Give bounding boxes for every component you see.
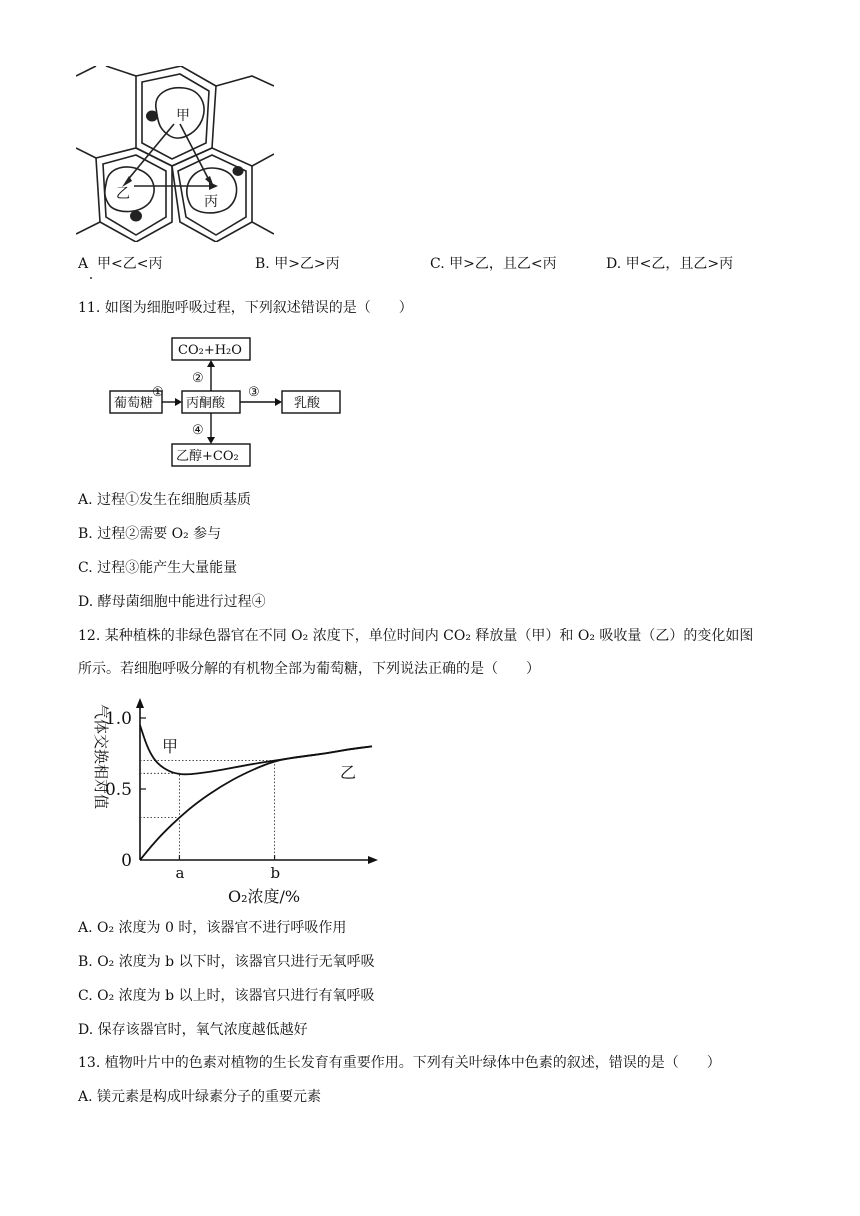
q12-option-c: C. O₂ 浓度为 b 以上时，该器官只进行有氧呼吸	[78, 988, 375, 1004]
label-ethanol-co2: 乙醇+CO₂	[176, 449, 239, 464]
label-co2-h2o: CO₂+H₂O	[178, 343, 242, 358]
x-tick-label: b	[270, 864, 281, 882]
q11-option-d: D. 酵母菌细胞中能进行过程④	[78, 594, 266, 610]
y-tick-label: 0.5	[104, 780, 132, 800]
option-letter: D.	[606, 256, 622, 272]
y-axis-label: 气体交换相对值	[92, 704, 110, 810]
step-2: ②	[192, 371, 204, 386]
gas-exchange-chart	[80, 698, 390, 908]
y-tick-label: 0	[121, 851, 132, 871]
x-tick-label: a	[175, 864, 185, 882]
label-glucose: 葡萄糖	[114, 396, 154, 411]
q11-option-a: A. 过程①发生在细胞质基质	[78, 492, 252, 508]
cell-label-yi: 乙	[116, 186, 130, 202]
label-pyruvate: 丙酮酸	[186, 396, 226, 411]
q12-option-a: A. O₂ 浓度为 0 时，该器官不进行呼吸作用	[78, 920, 347, 936]
stray-dot	[90, 277, 92, 279]
option-text: 甲<乙<丙	[97, 256, 163, 272]
y-tick-label: 1.0	[104, 709, 132, 729]
step-1: ①	[152, 385, 164, 400]
y-axis-arrow	[136, 698, 144, 708]
option-text: 甲>乙，且乙<丙	[449, 256, 557, 272]
q10-option-b	[255, 254, 340, 274]
cell-diagram	[76, 66, 274, 242]
cell-label-jia: 甲	[176, 108, 190, 124]
cell-label-bing: 丙	[204, 194, 218, 210]
option-text: 甲<乙，且乙>丙	[625, 256, 734, 272]
label-lactate: 乳酸	[294, 396, 321, 411]
series-label-jia: 甲	[162, 737, 179, 756]
option-text: 甲>乙>丙	[274, 256, 340, 272]
q12-stem-line1: 12. 某种植株的非绿色器官在不同 O₂ 浓度下，单位时间内 CO₂ 释放量（甲）和 O₂ 吸收量（乙）的变化如图	[78, 628, 754, 644]
q10-option-d	[606, 254, 733, 274]
step-3: ③	[248, 385, 260, 400]
q10-option-c	[430, 254, 557, 274]
q11-stem: 11. 如图为细胞呼吸过程，下列叙述错误的是（ ）	[78, 300, 413, 316]
q12-option-b: B. O₂ 浓度为 b 以下时，该器官只进行无氧呼吸	[78, 954, 375, 970]
q10-option-a	[78, 254, 163, 274]
option-letter: B.	[255, 256, 270, 272]
option-letter: A	[78, 256, 89, 272]
x-axis-label: O₂浓度/%	[228, 887, 301, 906]
q13-option-a: A. 镁元素是构成叶绿素分子的重要元素	[78, 1089, 322, 1105]
respiration-diagram	[108, 336, 344, 470]
q12-stem-line2: 所示。若细胞呼吸分解的有机物全部为葡萄糖，下列说法正确的是（ ）	[78, 661, 540, 677]
series-label-yi: 乙	[340, 763, 357, 782]
q12-option-d: D. 保存该器官时，氧气浓度越低越好	[78, 1022, 308, 1038]
q13-stem: 13. 植物叶片中的色素对植物的生长发育有重要作用。下列有关叶绿体中色素的叙述，错误的是（ ）	[78, 1055, 721, 1071]
option-letter: C.	[430, 256, 445, 272]
x-axis-arrow	[368, 856, 378, 864]
step-4: ④	[192, 423, 204, 438]
q11-option-b: B. 过程②需要 O₂ 参与	[78, 526, 222, 542]
q11-option-c: C. 过程③能产生大量能量	[78, 560, 238, 576]
